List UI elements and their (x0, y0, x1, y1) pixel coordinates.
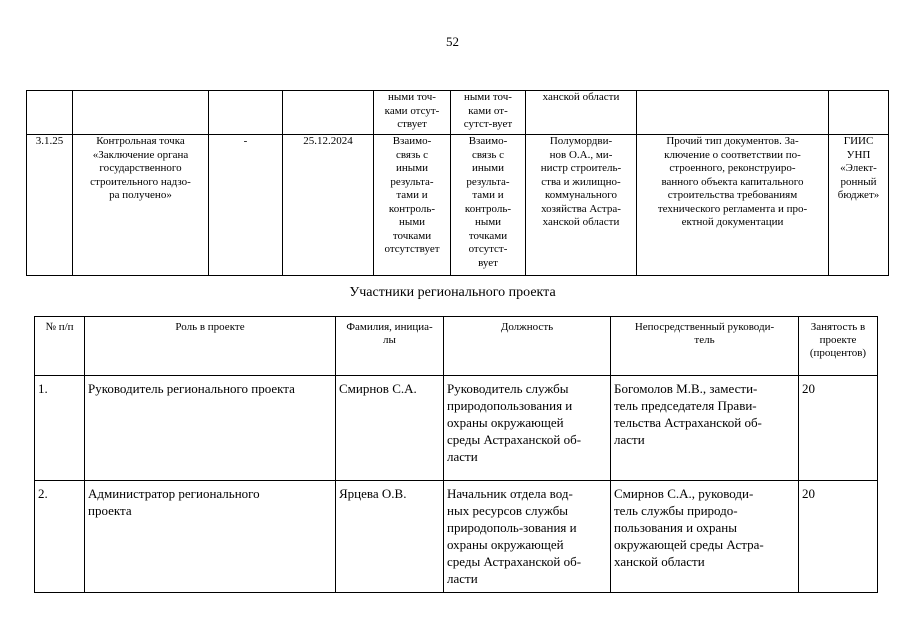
control-table-row (27, 91, 889, 135)
column-header (611, 317, 799, 376)
cell-text-line: тель службы природо- (614, 503, 738, 518)
cell-text-line: точками (392, 229, 432, 242)
cell-text-line: Фамилия, инициа- (346, 321, 433, 333)
cell-text-line: иными (471, 162, 504, 174)
cell-text-line: Взаимо- (392, 135, 432, 147)
cell-text-line: среды Астраханской об- (447, 432, 582, 447)
cell-text-line: Руководитель регионального проекта (88, 381, 295, 396)
cell-text-line: ными точ- (388, 91, 436, 103)
column-header (799, 317, 878, 376)
cell-text-line: ными точ- (464, 91, 512, 103)
table-cell (829, 135, 889, 276)
table-cell (799, 481, 878, 593)
cell-text-line: точками (468, 229, 508, 242)
cell-text-line: коммунального (545, 189, 617, 201)
table-cell (73, 91, 209, 135)
table-cell (374, 91, 451, 135)
table-cell (611, 376, 799, 481)
cell-text-line: тель председателя Прави- (614, 398, 757, 413)
column-header (444, 317, 611, 376)
table-cell (73, 135, 209, 276)
cell-text-line: ными (398, 216, 426, 228)
cell-text-line: Смирнов С.А. (339, 381, 417, 396)
participant-row (35, 481, 878, 593)
participant-row (35, 376, 878, 481)
cell-text-line: Начальник отдела вод- (447, 486, 573, 501)
cell-text-line: Взаимо- (468, 135, 508, 147)
cell-text-line: природопользования и (447, 398, 573, 413)
cell-text-line: ханской области (542, 216, 620, 228)
cell-text-line: ектной документации (681, 216, 784, 228)
participants-table (34, 316, 878, 593)
table-cell (611, 481, 799, 593)
control-points-table (26, 90, 889, 276)
table-cell (27, 135, 73, 276)
cell-text-line: результа- (390, 175, 434, 188)
cell-text-line: тами и (396, 189, 428, 201)
cell-text-line: контроль- (464, 202, 512, 215)
cell-text-line: бюджет» (837, 189, 880, 201)
table-cell (336, 376, 444, 481)
cell-text-line: ласти (447, 449, 478, 464)
table-cell (35, 376, 85, 481)
cell-text-line: Должность (500, 321, 554, 333)
cell-text-line: охраны окружающей (447, 537, 564, 552)
cell-text-line: строенного, реконструиро- (669, 162, 796, 174)
cell-text-line: ствует (397, 118, 427, 130)
cell-text-line: отсутст- (468, 243, 508, 255)
cell-text-line: связь с (472, 148, 504, 161)
cell-text-line: ключение о соответствии по- (664, 148, 801, 161)
cell-text-line: тель (694, 334, 715, 346)
table-cell (209, 135, 283, 276)
cell-text-line: Богомолов М.В., замести- (614, 381, 758, 396)
cell-text-line: Роль в проекте (175, 321, 245, 333)
table-cell (526, 135, 637, 276)
cell-text-line: среды Астраханской об- (447, 554, 582, 569)
cell-text-line: природополь-зования и (447, 520, 577, 535)
cell-text-line: Полумордви- (549, 135, 613, 147)
table-cell (444, 481, 611, 593)
cell-text-line: сутст-вует (463, 118, 513, 130)
cell-text-line: ванного объекта капитального (661, 175, 804, 188)
cell-text-line: ронный (840, 175, 877, 188)
cell-text-line: охраны окружающей (447, 415, 564, 430)
cell-text-line: Контрольная точка (96, 135, 185, 147)
table-cell (637, 91, 829, 135)
table-cell (85, 376, 336, 481)
cell-text-line: контроль- (388, 202, 436, 215)
cell-text-line: 2. (38, 486, 48, 501)
table-cell (374, 135, 451, 276)
cell-text-line: ками от- (468, 104, 508, 117)
cell-text-line: хозяйства Астра- (541, 202, 621, 215)
cell-text-line: вует (478, 256, 498, 269)
table-cell (829, 91, 889, 135)
cell-text-line: Смирнов С.А., руководи- (614, 486, 754, 501)
cell-text-line: ра получено» (109, 189, 172, 201)
column-header (85, 317, 336, 376)
table-cell (283, 135, 374, 276)
cell-text-line: 20 (802, 486, 815, 501)
cell-text-line: технического регламента и про- (657, 202, 808, 215)
table-cell (209, 91, 283, 135)
cell-text-line: - (243, 135, 248, 147)
cell-text-line: окружающей среды Астра- (614, 537, 764, 552)
cell-text-line: строительства требованиям (667, 189, 798, 201)
cell-text-line: результа- (466, 175, 510, 188)
cell-text-line: Ярцева О.В. (339, 486, 407, 501)
cell-text-line: ласти (447, 571, 478, 586)
table-cell (799, 376, 878, 481)
cell-text-line: нистр строитель- (540, 162, 622, 174)
cell-text-line: (процентов) (809, 347, 867, 359)
cell-text-line: лы (383, 334, 396, 346)
table-cell (526, 91, 637, 135)
cell-text-line: связь с (396, 148, 428, 161)
cell-text-line: ГИИС (843, 135, 874, 147)
table-cell (283, 91, 374, 135)
cell-text-line: 1. (38, 381, 48, 396)
cell-text-line: государственного (99, 162, 182, 174)
section-title: Участники регионального проекта (349, 285, 556, 300)
table-cell (451, 135, 526, 276)
cell-text-line: ласти (614, 432, 645, 447)
table-cell (27, 91, 73, 135)
table-cell (35, 481, 85, 593)
cell-text-line: ками отсут- (384, 104, 440, 117)
cell-text-line: ных ресурсов службы (447, 503, 569, 518)
cell-text-line: Руководитель службы (447, 381, 569, 396)
cell-text-line: Занятость в (810, 321, 866, 333)
column-header (336, 317, 444, 376)
cell-text-line: ханской области (614, 554, 705, 569)
cell-text-line: Непосредственный руководи- (634, 321, 775, 333)
cell-text-line: тельства Астраханской об- (614, 415, 762, 430)
cell-text-line: ными (474, 216, 502, 228)
table-cell (85, 481, 336, 593)
cell-text-line: тами и (472, 189, 504, 201)
cell-text-line: нов О.А., ми- (549, 148, 613, 161)
cell-text-line: пользования и охраны (614, 520, 737, 535)
cell-text-line: Администратор регионального (88, 486, 260, 501)
cell-text-line: «Элект- (840, 162, 877, 174)
column-header (35, 317, 85, 376)
cell-text-line: № п/п (45, 321, 74, 333)
cell-text-line: иными (395, 162, 428, 174)
table-cell (451, 91, 526, 135)
table-cell (637, 135, 829, 276)
participants-header-row (35, 317, 878, 376)
control-table-row (27, 135, 889, 276)
cell-text-line: 25.12.2024 (303, 135, 353, 147)
cell-text-line: проекта (88, 503, 132, 518)
cell-text-line: отсутствует (384, 243, 440, 255)
cell-text-line: ства и жилищно- (541, 175, 621, 188)
cell-text-line: проекте (819, 334, 857, 346)
cell-text-line: «Заключение органа (92, 148, 189, 161)
cell-text-line: 20 (802, 381, 815, 396)
table-cell (336, 481, 444, 593)
cell-text-line: Прочий тип документов. За- (666, 135, 799, 147)
cell-text-line: 3.1.25 (35, 135, 64, 147)
cell-text-line: ханской области (542, 91, 620, 103)
cell-text-line: строительного надзо- (90, 175, 191, 188)
cell-text-line: УНП (846, 148, 871, 161)
page-number: 52 (446, 34, 459, 49)
table-cell (444, 376, 611, 481)
